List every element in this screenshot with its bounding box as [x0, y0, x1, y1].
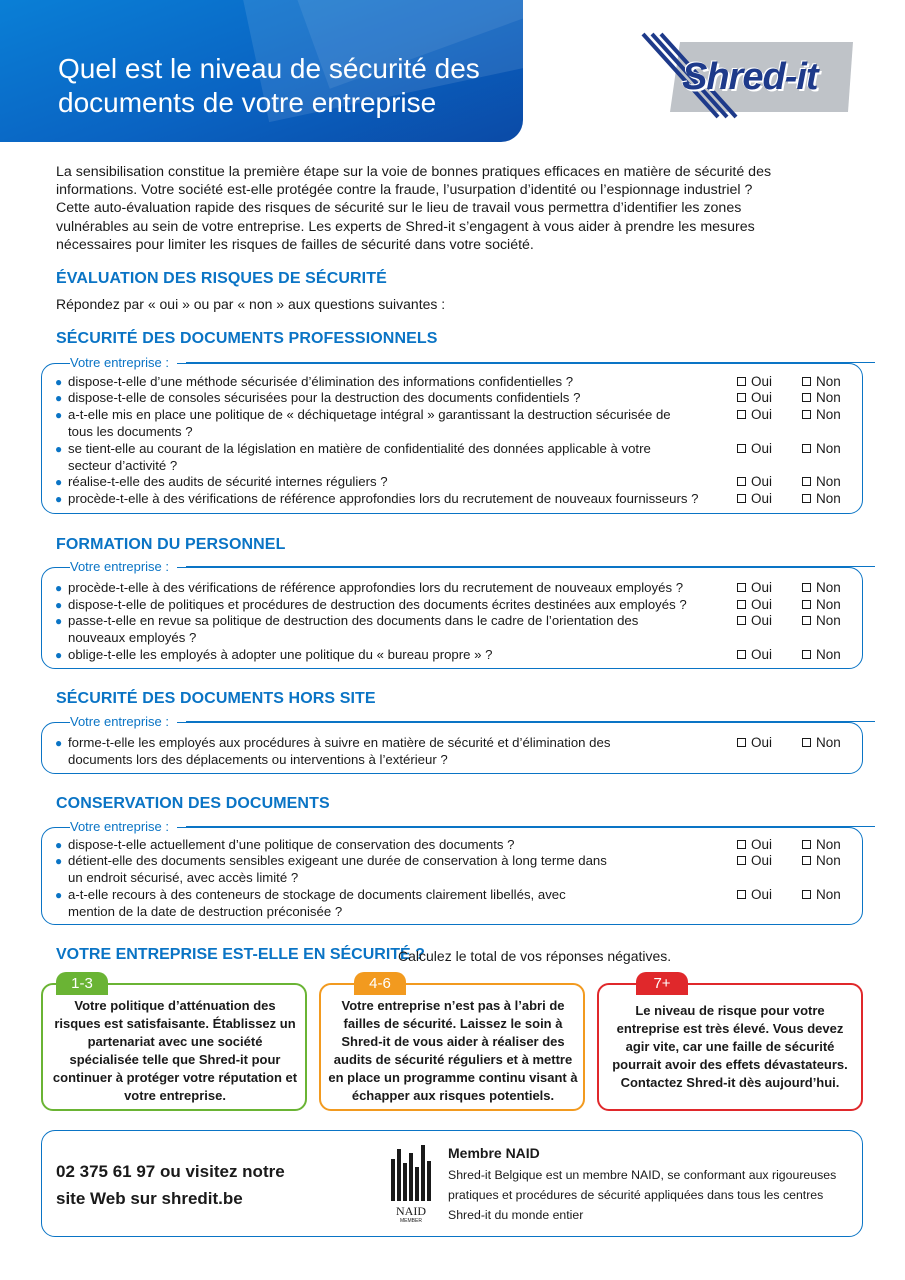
no-checkbox[interactable]: Non [802, 390, 841, 405]
section-title-training: FORMATION DU PERSONNEL [56, 536, 286, 553]
risk-text-medium: Votre entreprise n’est pas à l’abri de failles de sécurité. Laissez le soin à Shred-it de vous aider à réaliser des audits de sécurité réguliers et à mettre en place un programme continu visant à échapper aux risques potentiels. [328, 998, 578, 1103]
yes-checkbox[interactable]: Oui [737, 837, 772, 852]
company-label: Votre entreprise : [70, 355, 177, 370]
question-item: ● forme-t-elle les employés aux procédures à suivre en matière de sécurité et d’élimination des documents lors des déplacements ou interventions à l’extérieur ? [55, 735, 611, 767]
question-item: ● réalise-t-elle des audits de sécurité internes réguliers ? [55, 474, 388, 489]
risk-text-high: Le niveau de risque pour votre entreprise est très élevé. Vous devez agir vite, car une faille de sécurité pourrait avoir des effets dévastateurs. Contactez Shred-it dès aujourd’hui. [612, 1003, 848, 1090]
yes-checkbox[interactable]: Oui [737, 580, 772, 595]
no-checkbox[interactable]: Non [802, 613, 841, 628]
question-item: ● dispose-t-elle de consoles sécurisées pour la destruction des documents confidentiels ? [55, 390, 581, 405]
no-checkbox[interactable]: Non [802, 441, 841, 456]
no-checkbox[interactable]: Non [802, 837, 841, 852]
yes-checkbox[interactable]: Oui [737, 491, 772, 506]
section-title-retention: CONSERVATION DES DOCUMENTS [56, 795, 330, 812]
bullet-icon: ● [55, 475, 63, 489]
company-label: Votre entreprise : [70, 714, 177, 729]
yes-checkbox[interactable]: Oui [737, 613, 772, 628]
no-checkbox[interactable]: Non [802, 491, 841, 506]
page-title: Quel est le niveau de sécurité des documents de votre entreprise [58, 53, 480, 118]
question-item: ● dispose-t-elle d’une méthode sécurisée d’élimination des informations confidentielles ? [55, 374, 574, 389]
bullet-icon: ● [55, 408, 63, 422]
logo-text: Shred-it [682, 56, 818, 98]
yes-checkbox[interactable]: Oui [737, 407, 772, 422]
instruction-text: Répondez par « oui » ou par « non » aux questions suivantes : [56, 296, 446, 312]
naid-member-logo [389, 1143, 433, 1223]
risk-badge-high: 7+ [636, 972, 688, 995]
no-checkbox[interactable]: Non [802, 597, 841, 612]
question-item: ● dispose-t-elle actuellement d’une politique de conservation des documents ? [55, 837, 515, 852]
bullet-icon: ● [55, 614, 63, 628]
no-checkbox[interactable]: Non [802, 407, 841, 422]
question-item: ● procède-t-elle à des vérifications de référence approfondies lors du recrutement de nouveaux fournisseurs ? [55, 491, 699, 506]
yes-checkbox[interactable]: Oui [737, 374, 772, 389]
result-title: VOTRE ENTREPRISE EST-ELLE EN SÉCURITÉ ? [56, 946, 425, 963]
question-item: ● détient-elle des documents sensibles exigeant une durée de conservation à long terme dans un endroit sécurisé, avec accès limité ? [55, 853, 607, 885]
assessment-title: ÉVALUATION DES RISQUES DE SÉCURITÉ [56, 270, 387, 287]
no-checkbox[interactable]: Non [802, 474, 841, 489]
yes-checkbox[interactable]: Oui [737, 474, 772, 489]
bullet-icon: ● [55, 375, 63, 389]
no-checkbox[interactable]: Non [802, 887, 841, 902]
no-checkbox[interactable]: Non [802, 735, 841, 750]
question-item: ● oblige-t-elle les employés à adopter une politique du « bureau propre » ? [55, 647, 493, 662]
bullet-icon: ● [55, 736, 63, 750]
no-checkbox[interactable]: Non [802, 374, 841, 389]
bullet-icon: ● [55, 838, 63, 852]
company-label: Votre entreprise : [70, 819, 177, 834]
bullet-icon: ● [55, 391, 63, 405]
section-title-offsite: SÉCURITÉ DES DOCUMENTS HORS SITE [56, 690, 376, 707]
bullet-icon: ● [55, 598, 63, 612]
contact-info: 02 375 61 97 ou visitez notre site Web sur shredit.be [56, 1162, 285, 1208]
no-checkbox[interactable]: Non [802, 647, 841, 662]
bullet-icon: ● [55, 442, 63, 456]
question-item: ● a-t-elle mis en place une politique de « déchiquetage intégral » garantissant la destruction sécurisée de tous les documents ? [55, 407, 671, 439]
yes-checkbox[interactable]: Oui [737, 441, 772, 456]
naid-description: Shred-it Belgique est un membre NAID, se conformant aux rigoureuses pratiques et procédures de sécurité appliquées dans tous les centres Shred-it du monde entier [448, 1168, 837, 1222]
svg-text:MEMBER: MEMBER [400, 1218, 422, 1223]
section-title-professional: SÉCURITÉ DES DOCUMENTS PROFESSIONNELS [56, 330, 438, 347]
yes-checkbox[interactable]: Oui [737, 887, 772, 902]
header-band [0, 0, 523, 142]
result-note: Calculez le total de vos réponses négatives. [398, 948, 672, 964]
intro-paragraph: La sensibilisation constitue la première étape sur la voie de bonnes pratiques efficaces en matière de sécurité des informations. Votre société est-elle protégée contre la fraude, l’usurpation d’identité ou l’espionnage industriel ? Cette auto-évaluation rapide des risques de sécurité sur le lieu de travail vous permettra d’identifier les zones vulnérables au sein de votre entreprise. Les experts de Shred-it s’engagent à vous aider à prendre les mesures nécessaires pour limiter les risques de failles de sécurité dans votre société. [56, 164, 772, 253]
yes-checkbox[interactable]: Oui [737, 853, 772, 868]
company-label: Votre entreprise : [70, 559, 177, 574]
no-checkbox[interactable]: Non [802, 853, 841, 868]
question-item: ● procède-t-elle à des vérifications de référence approfondies lors du recrutement de nouveaux employés ? [55, 580, 684, 595]
bullet-icon: ● [55, 581, 63, 595]
risk-badge-medium: 4-6 [354, 972, 406, 995]
question-item: ● a-t-elle recours à des conteneurs de stockage de documents clairement libellés, avec mention de la date de destruction préconisée ? [55, 887, 566, 919]
risk-badge-low: 1-3 [56, 972, 108, 995]
bullet-icon: ● [55, 492, 63, 506]
question-item: ● se tient-elle au courant de la législation en matière de confidentialité des données applicable à votre secteur d’activité ? [55, 441, 651, 473]
yes-checkbox[interactable]: Oui [737, 390, 772, 405]
svg-text:NAID: NAID [396, 1204, 426, 1218]
yes-checkbox[interactable]: Oui [737, 735, 772, 750]
bullet-icon: ● [55, 888, 63, 902]
bullet-icon: ● [55, 648, 63, 662]
yes-checkbox[interactable]: Oui [737, 647, 772, 662]
no-checkbox[interactable]: Non [802, 580, 841, 595]
bullet-icon: ● [55, 854, 63, 868]
question-item: ● passe-t-elle en revue sa politique de destruction des documents dans le cadre de l’orientation des nouveaux employés ? [55, 613, 639, 645]
yes-checkbox[interactable]: Oui [737, 597, 772, 612]
risk-text-low: Votre politique d’atténuation des risques est satisfaisante. Établissez un partenariat avec une société spécialisée telle que Shred-it pour continuer à protéger votre réputation et votre entreprise. [52, 998, 298, 1103]
question-item: ● dispose-t-elle de politiques et procédures de destruction des documents écrites destinées aux employés ? [55, 597, 687, 612]
naid-title: Membre NAID [448, 1145, 540, 1161]
